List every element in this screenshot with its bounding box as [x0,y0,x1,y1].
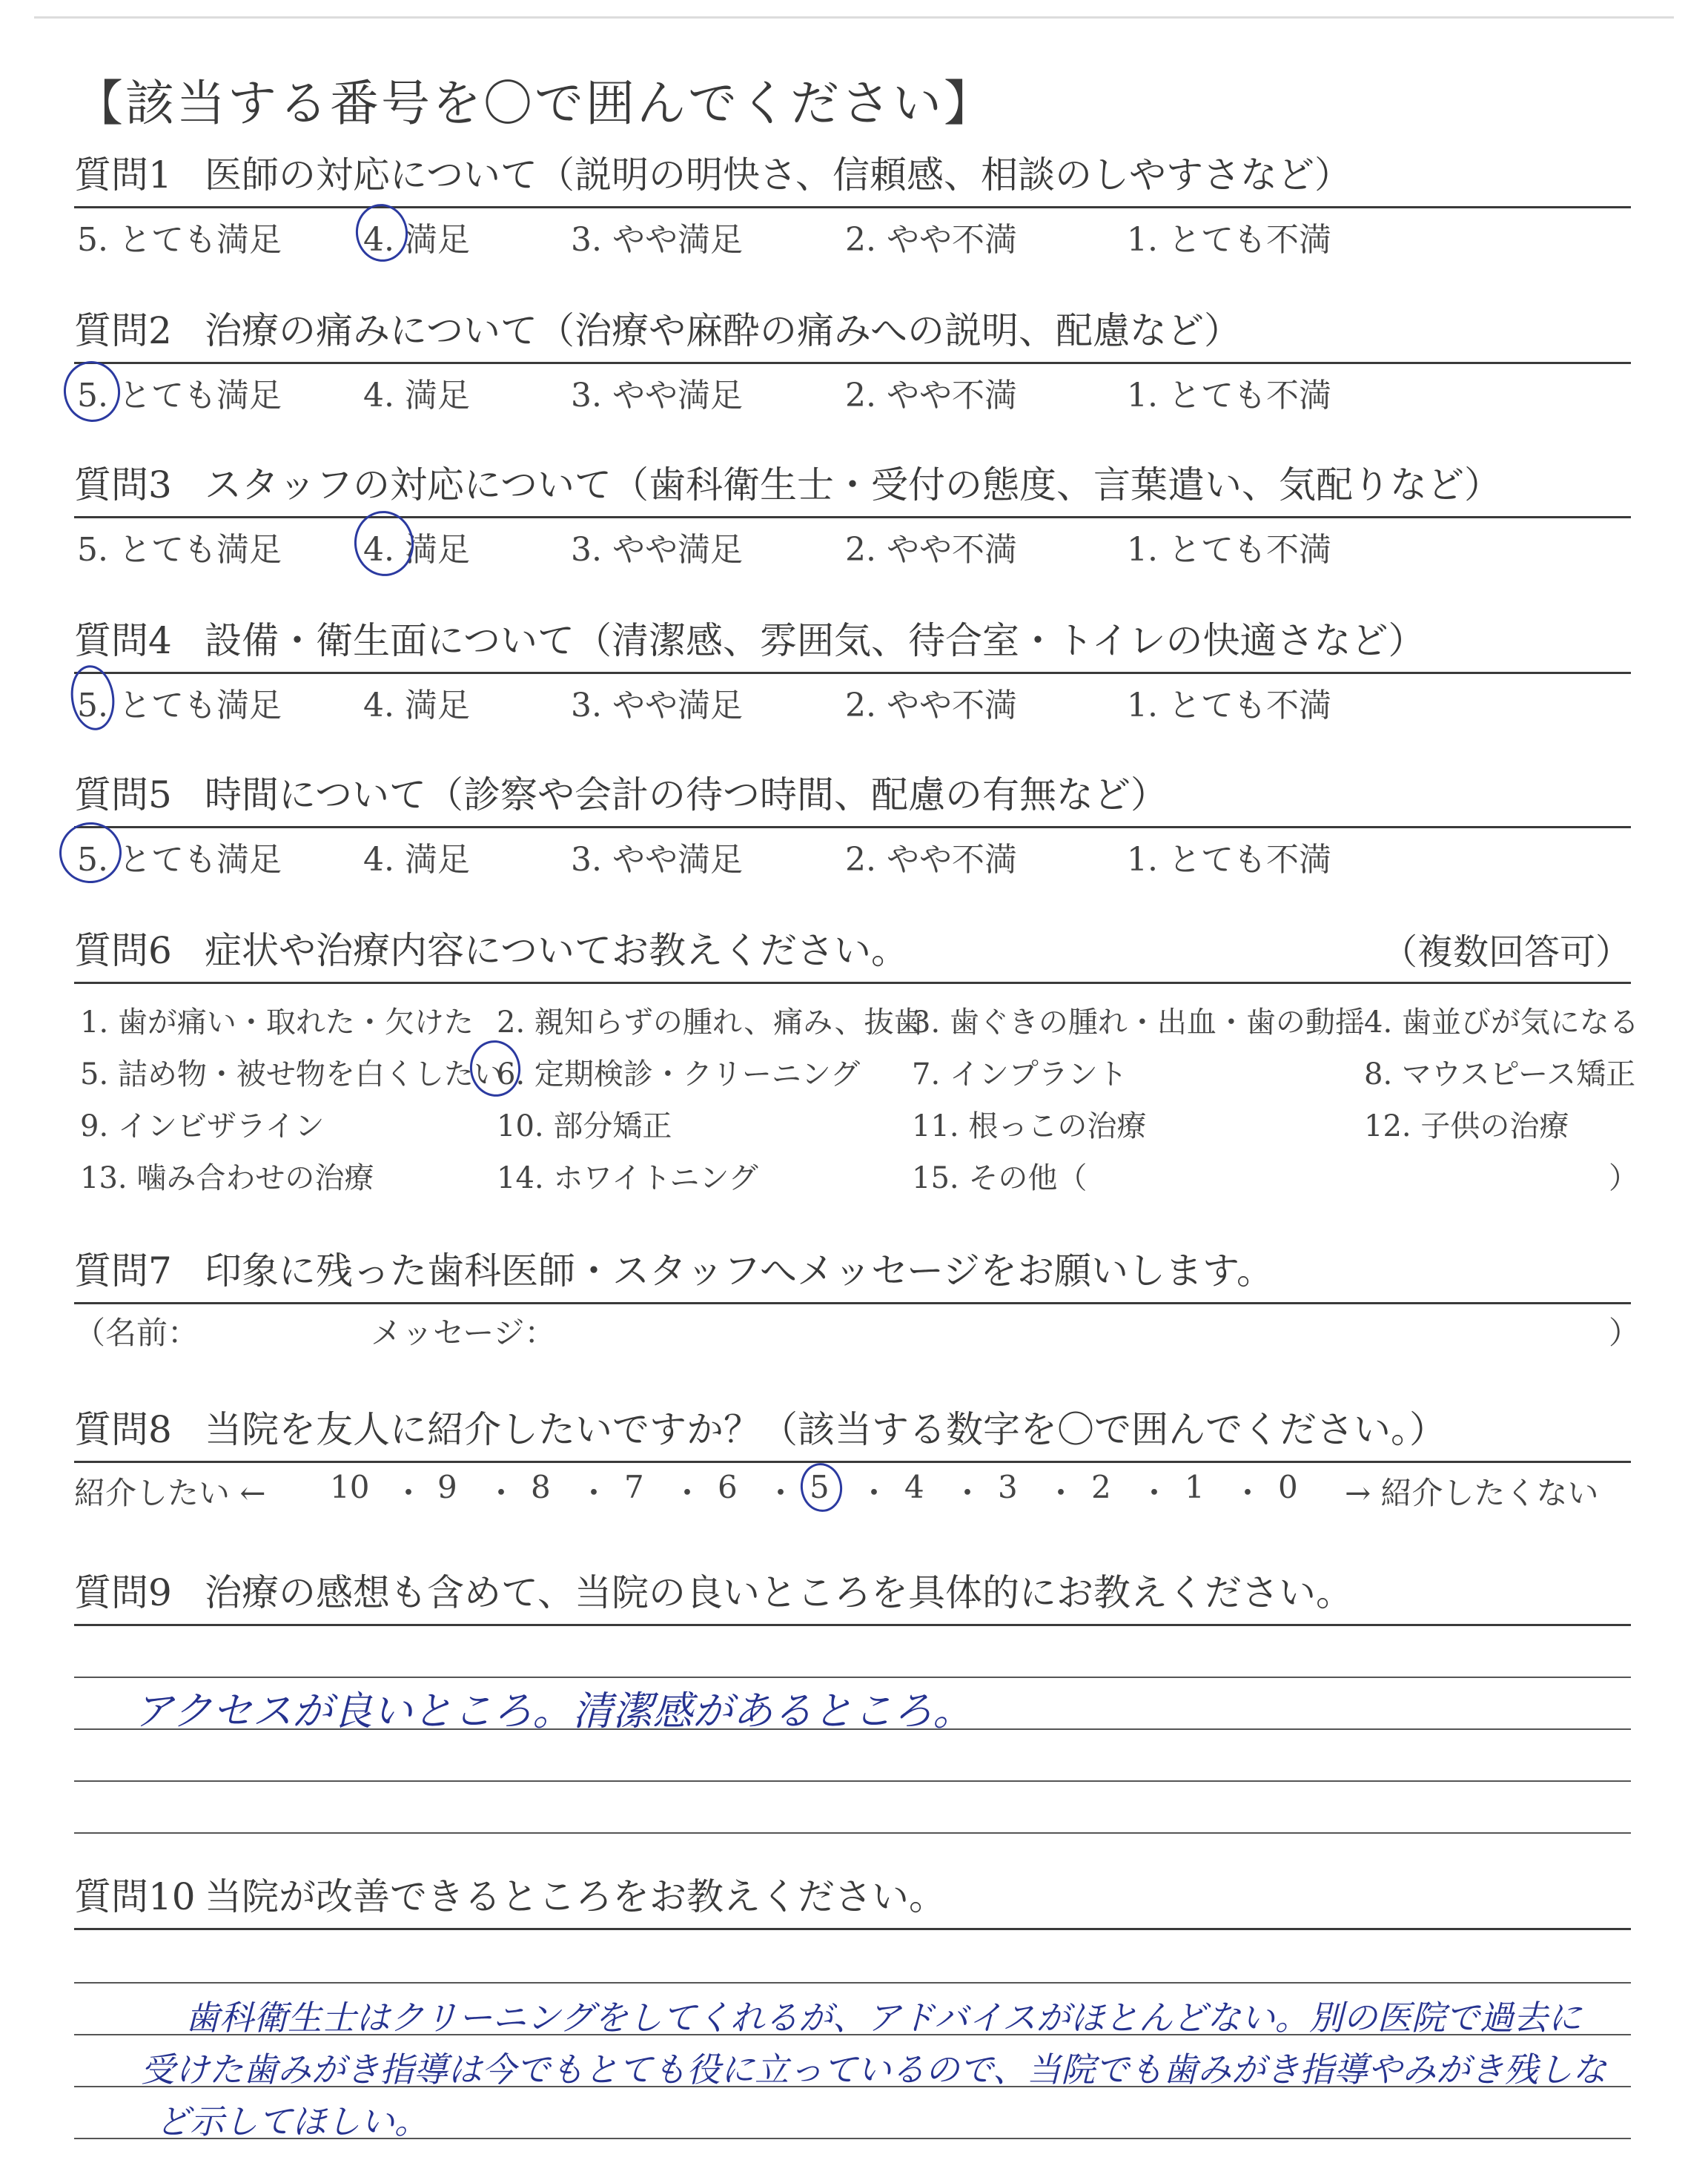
option-5[interactable]: 5. とても満足 [77,687,282,724]
question-4-text: 設備・衛生面について（清潔感、雰囲気、待合室・トイレの快適さなど） [205,619,1426,662]
question-10 [74,1869,1631,2153]
treatment-options [74,984,1639,1199]
other-close-paren: ） [1609,1161,1638,1195]
scale-value-7[interactable]: 7 [624,1469,644,1505]
question-6-header [74,922,1631,984]
question-8-header [74,1401,1631,1463]
question-6 [74,922,1639,1199]
option-2[interactable]: 2. やや不満 [845,377,1017,415]
question-9-number: 質問9 [74,1571,172,1614]
scale-dot: ・ [952,1475,984,1511]
treatment-option[interactable]: 5. 詰め物・被せ物を白くしたい [80,1057,503,1091]
treatment-option[interactable]: 3. 歯ぐきの腫れ・出血・歯の動揺 [912,1005,1365,1040]
treatment-option[interactable]: 12. 子供の治療 [1364,1109,1569,1143]
option-4[interactable]: 4. 満足 [363,377,470,415]
question-10-number: 質問10 [74,1875,196,1918]
scale-value-8[interactable]: 8 [531,1469,551,1505]
question-5 [74,767,1631,879]
option-4[interactable]: 4. 満足 [363,841,470,879]
scale-dot: ・ [1045,1475,1077,1511]
handwritten-answer-10-line-1: 歯科衛生士はクリーニングをしてくれるが、アドバイスがほとんどない。別の医院で過去に [185,1998,1582,2038]
scale-value-10[interactable]: 10 [330,1469,370,1505]
option-3[interactable]: 3. やや満足 [571,221,743,259]
handwritten-answer-9: アクセスが良いところ。清潔感があるところ。 [133,1688,973,1734]
message-label: メッセージ： [371,1315,556,1351]
treatment-option[interactable]: 9. インビザライン [80,1109,325,1143]
treatment-option[interactable]: 11. 根っこの治療 [912,1109,1147,1143]
option-4[interactable]: 4. 満足 [363,687,470,724]
question-3-options [74,518,1631,569]
question-5-text: 時間について（診察や会計の待つ時間、配慮の有無など） [205,773,1168,816]
option-3[interactable]: 3. やや満足 [571,377,743,415]
scale-dot: ・ [578,1475,610,1511]
option-5[interactable]: 5. とても満足 [77,841,282,879]
question-5-options [74,828,1631,879]
question-8 [74,1401,1631,1515]
question-4-number: 質問4 [74,619,172,662]
treatment-option[interactable]: 2. 親知らずの腫れ、痛み、抜歯 [497,1005,924,1040]
page-title: 【該当する番号を〇で囲んでください】 [74,75,995,132]
question-1-header [74,147,1631,208]
option-2[interactable]: 2. やや不満 [845,221,1017,259]
question-2-number: 質問2 [74,309,172,352]
message-row [74,1304,1641,1351]
scale-dot: ・ [858,1475,890,1511]
question-5-number: 質問5 [74,773,172,816]
question-8-number: 質問8 [74,1408,172,1451]
option-5[interactable]: 5. とても満足 [77,221,282,259]
treatment-option[interactable]: 1. 歯が痛い・取れた・欠けた [80,1005,474,1040]
scale-value-3[interactable]: 3 [998,1469,1018,1505]
question-4-options [74,674,1631,724]
treatment-option[interactable]: 7. インプラント [912,1057,1128,1091]
name-label: （名前： [74,1315,199,1351]
option-4[interactable]: 4. 満足 [363,531,470,569]
option-1[interactable]: 1. とても不満 [1127,841,1331,879]
handwritten-answer-10-line-3: ど示してほしい。 [156,2101,428,2141]
option-4[interactable]: 4. 満足 [363,221,470,259]
option-1[interactable]: 1. とても不満 [1127,377,1331,415]
option-1[interactable]: 1. とても不満 [1127,221,1331,259]
scale-value-6[interactable]: 6 [718,1469,738,1505]
recommend-scale [74,1463,1631,1515]
scale-value-5[interactable]: 5 [810,1469,830,1505]
option-5[interactable]: 5. とても満足 [77,531,282,569]
question-6-text: 症状や治療内容についてお教えください。 [205,929,908,972]
scale-dot: ・ [672,1475,704,1511]
option-2[interactable]: 2. やや不満 [845,531,1017,569]
message-close-paren: ） [1609,1315,1641,1351]
question-3-text: スタッフの対応について（歯科衛生士・受付の態度、言葉遣い、気配りなど） [205,463,1501,506]
question-10-header [74,1869,1631,1930]
option-3[interactable]: 3. やや満足 [571,841,743,879]
ruled-line [74,1780,1631,1782]
ruled-line [74,1832,1631,1834]
question-7-number: 質問7 [74,1249,172,1292]
answer-area-10[interactable] [74,1930,1631,2153]
treatment-option[interactable]: 15. その他（ [912,1161,1088,1195]
question-9-header [74,1565,1631,1626]
treatment-option[interactable]: 4. 歯並びが気になる [1364,1005,1639,1040]
question-3-number: 質問3 [74,463,172,506]
question-1 [74,147,1631,259]
question-6-number: 質問6 [74,929,172,972]
option-1[interactable]: 1. とても不満 [1127,531,1331,569]
question-2-header [74,303,1631,364]
treatment-option[interactable]: 13. 噛み合わせの治療 [80,1161,374,1195]
treatment-option[interactable]: 14. ホワイトニング [497,1161,758,1195]
question-1-text: 医師の対応について（説明の明快さ、信頼感、相談のしやすさなど） [205,153,1351,196]
question-5-header [74,767,1631,828]
question-3-header [74,457,1631,518]
scale-dot: ・ [765,1475,797,1511]
question-7 [74,1243,1641,1351]
option-3[interactable]: 3. やや満足 [571,687,743,724]
multiple-answer-note: （複数回答可） [1381,931,1631,973]
option-5[interactable]: 5. とても満足 [77,377,282,415]
scale-dot: ・ [1232,1475,1264,1511]
scale-dot: ・ [486,1475,517,1511]
question-7-text: 印象に残った歯科医師・スタッフへメッセージをお願いします。 [205,1249,1274,1292]
ruled-line [74,1982,1631,1984]
scale-value-2[interactable]: 2 [1091,1469,1111,1505]
question-2-text: 治療の痛みについて（治療や麻酔の痛みへの説明、配慮など） [205,309,1241,352]
question-2 [74,303,1631,415]
scale-dot: ・ [1139,1475,1171,1511]
option-3[interactable]: 3. やや満足 [571,531,743,569]
ruled-line [74,1677,1631,1678]
treatment-option[interactable]: 8. マウスピース矯正 [1364,1057,1636,1091]
question-8-text: 当院を友人に紹介したいですか？（該当する数字を〇で囲んでください。） [205,1408,1446,1451]
question-3 [74,457,1631,569]
scale-value-0[interactable]: 0 [1278,1469,1298,1505]
top-rule [34,16,1674,19]
question-10-text: 当院が改善できるところをお教えください。 [205,1875,946,1918]
scale-value-9[interactable]: 9 [437,1469,457,1505]
scale-left-label: 紹介したい ← [74,1475,266,1511]
question-4-header [74,612,1631,674]
option-2[interactable]: 2. やや不満 [845,687,1017,724]
scale-dot: ・ [393,1475,425,1511]
handwritten-answer-10-line-2: 受けた歯みがき指導は今でもとても役に立っているので、当院でも歯みがき指導やみがき残しな [141,2050,1607,2090]
selection-circle [798,1460,846,1514]
treatment-option[interactable]: 10. 部分矯正 [497,1109,672,1143]
option-1[interactable]: 1. とても不満 [1127,687,1331,724]
scale-right-label: → 紹介したくない [1345,1475,1599,1511]
scale-value-4[interactable]: 4 [904,1469,924,1505]
question-1-options [74,208,1631,259]
question-7-header [74,1243,1631,1304]
question-2-options [74,364,1631,415]
scale-value-1[interactable]: 1 [1185,1469,1205,1505]
question-4 [74,612,1631,724]
question-1-number: 質問1 [74,153,172,196]
question-9-text: 治療の感想も含めて、当院の良いところを具体的にお教えください。 [205,1571,1353,1614]
option-2[interactable]: 2. やや不満 [845,841,1017,879]
treatment-option[interactable]: 6. 定期検診・クリーニング [497,1057,861,1091]
